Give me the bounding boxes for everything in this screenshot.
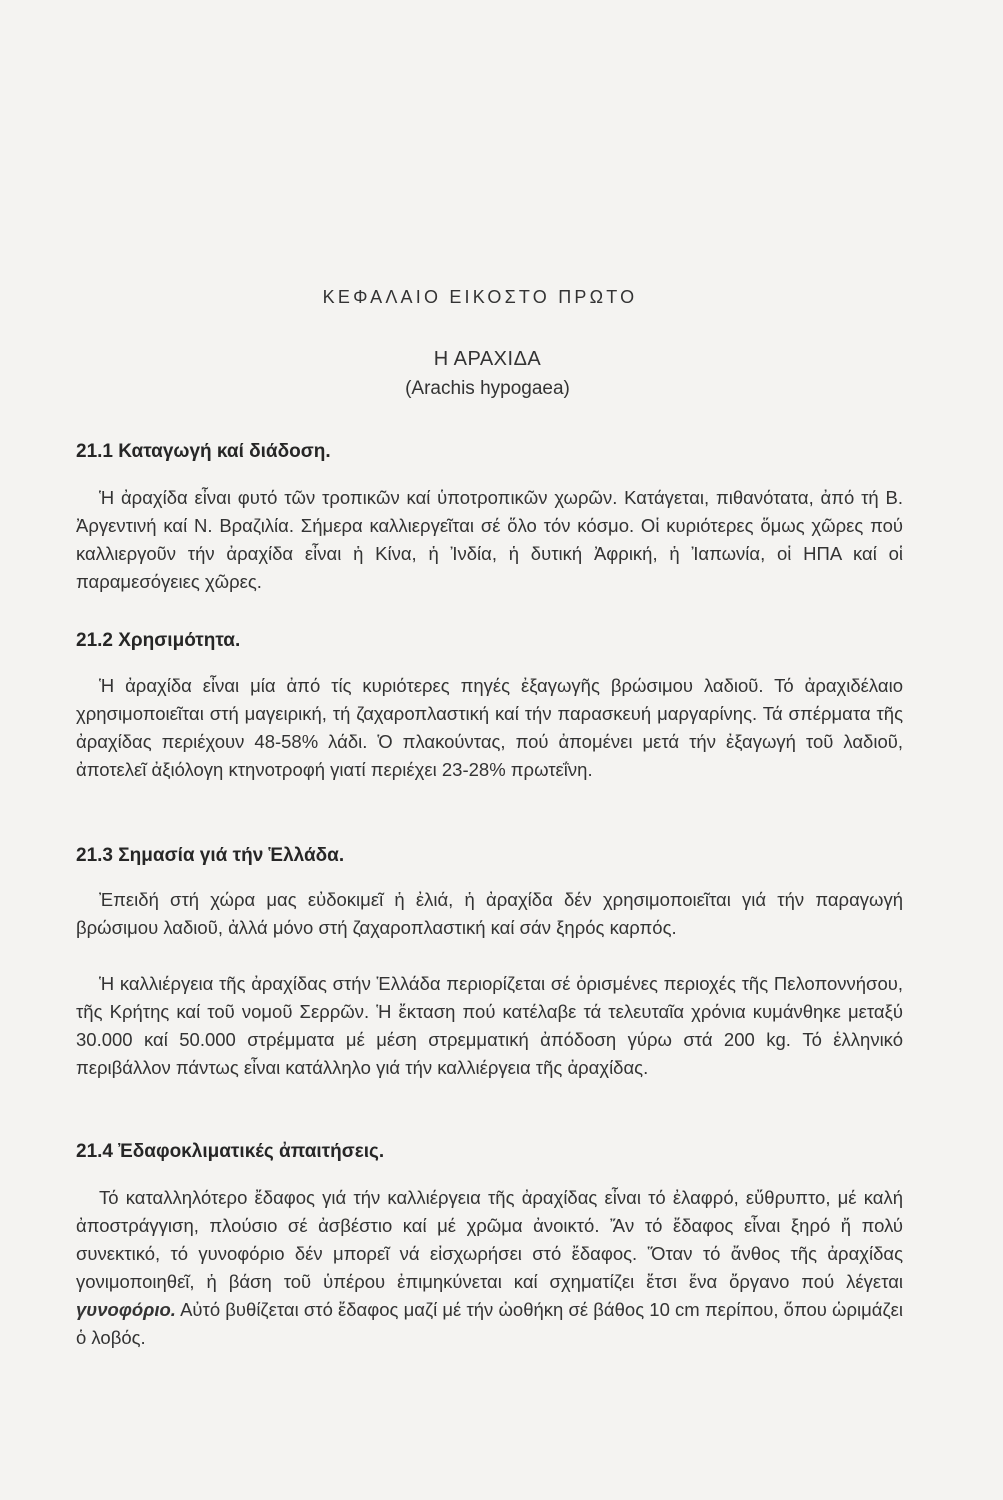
section-heading-21-1: 21.1 Καταγωγή καί διάδοση. [76, 441, 331, 462]
section-21-3-text-2: Ἡ καλλιέργεια τῆς ἀραχίδας στήν Ἑλλάδα περιορίζεται σέ ὁρισμένες περιοχές τῆς Πελοποννήσου, τῆς Κρήτης καί τοῦ νομοῦ Σερρῶν. Ἡ ἔκταση πού κατέλαβε τά τελευταῖα χρόνια κυμάνθηκε μεταξύ 30.000 καί 50.000 στρέμματα μέ μέση στρεμματική ἀπόδοση γύρω στά 200 kg. Τό ἑλληνικό περιβάλλον πάντως εἶναι κατάλληλο γιά τήν καλλιέργεια τῆς ἀραχίδας. [76, 973, 903, 1078]
section-heading-21-3: 21.3 Σημασία γιά τήν Ἑλλάδα. [76, 845, 345, 866]
section-21-4-text-a: Τό καταλληλότερο ἔδαφος γιά τήν καλλιέργεια τῆς ἀραχίδας εἶναι τό ἐλαφρό, εὔθρυπτο, μέ καλή ἀποστράγγιση, πλούσιο σέ ἀσβέστιο καί μέ χρῶμα ἀνοικτό. Ἄν τό ἔδαφος εἶναι ξηρό ἤ πολύ συνεκτικό, τό γυνοφόριο δέν μπορεῖ νά εἰσχωρήσει στό ἔδαφος. Ὅταν τό ἄνθος τῆς ἀραχίδας γονιμοποιηθεῖ, ἡ βάση τοῦ ὑπέρου ἐπιμηκύνεται καί σχηματίζει ἔτσι ἕνα ὄργανο πού λέγεται [76, 1187, 903, 1292]
section-21-1-text: Ἡ ἀραχίδα εἶναι φυτό τῶν τροπικῶν καί ὑποτροπικῶν χωρῶν. Κατάγεται, πιθανότατα, ἀπό τή Β. Ἀργεντινή καί Ν. Βραζιλία. Σήμερα καλλιεργεῖται σέ ὅλο τόν κόσμο. Οἱ κυριότερες ὅμως χῶρες πού καλλιεργοῦν τήν ἀραχίδα εἶναι ἡ Κίνα, ἡ Ἰνδία, ἡ δυτική Ἀφρική, ἡ Ἰαπωνία, οἱ ΗΠΑ καί οἱ παραμεσόγειες χῶρες. [76, 487, 903, 592]
section-21-2-paragraph [76, 672, 903, 784]
chapter-heading: ΚΕΦΑΛΑΙΟ ΕΙΚΟΣΤΟ ΠΡΩΤΟ [322, 287, 638, 307]
chapter-subtitle: (Arachis hypogaea) [405, 378, 570, 399]
section-21-4-text-b: Αὐτό βυθίζεται στό ἔδαφος μαζί μέ τήν ὠοθήκη σέ βάθος 10 cm περίπου, ὅπου ὡριμάζει ὁ λοβός. [76, 1299, 903, 1348]
section-21-1-paragraph [76, 484, 903, 596]
section-21-3-text-1: Ἐπειδή στή χώρα μας εὐδοκιμεῖ ἡ ἐλιά, ἡ ἀραχίδα δέν χρησιμοποιεῖται γιά τήν παραγωγή βρώσιμου λαδιοῦ, ἀλλά μόνο στή ζαχαροπλαστική καί σάν ξηρός καρπός. [76, 889, 903, 938]
term-gynophore: γυνοφόριο. [76, 1299, 176, 1320]
section-21-3-paragraph-2 [76, 970, 903, 1082]
section-21-4-paragraph [76, 1184, 903, 1352]
section-heading-21-2: 21.2 Χρησιμότητα. [76, 630, 241, 651]
section-21-2-text: Ἡ ἀραχίδα εἶναι μία ἀπό τίς κυριότερες πηγές ἐξαγωγῆς βρώσιμου λαδιοῦ. Τό ἀραχιδέλαιο χρησιμοποιεῖται στή μαγειρική, τή ζαχαροπλαστική καί τήν παρασκευή μαργαρίνης. Τά σπέρματα τῆς ἀραχίδας περιέχουν 48-58% λάδι. Ὁ πλακούντας, πού ἀπομένει μετά τήν ἐξαγωγή τοῦ λαδιοῦ, ἀποτελεῖ ἀξιόλογη κτηνοτροφή γιατί περιέχει 23-28% πρωτεΐνη. [76, 675, 903, 780]
section-heading-21-4: 21.4 Ἐδαφοκλιματικές ἀπαιτήσεις. [76, 1141, 385, 1162]
section-21-3-paragraph-1 [76, 886, 903, 942]
chapter-title: Η ΑΡΑΧΙΔΑ [433, 348, 542, 370]
